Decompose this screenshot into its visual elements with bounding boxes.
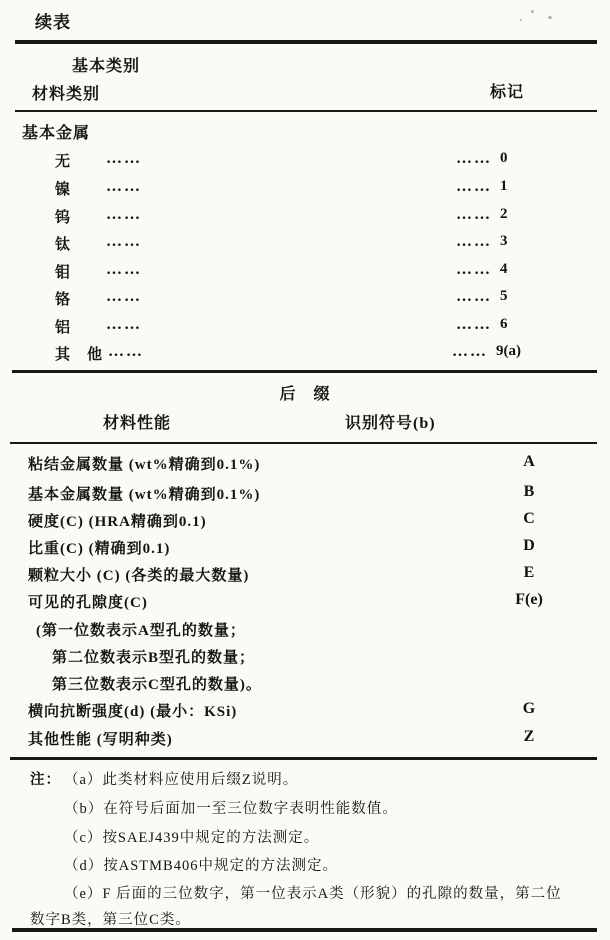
column-header-property: 材料性能 bbox=[103, 415, 172, 432]
leader-dots: …… bbox=[108, 343, 144, 360]
property-label: 基本金属数量 (wt%精确到0.1%) bbox=[28, 487, 261, 503]
leader-dots: …… bbox=[106, 261, 142, 278]
property-label: 比重(C) (精确到0.1) bbox=[28, 541, 171, 557]
metal-name: 无 bbox=[55, 154, 72, 170]
note-text: 此类材料应使用后缀Z说明。 bbox=[102, 772, 299, 788]
note-text: 在符号后面加一至三位数字表明性能数值。 bbox=[103, 801, 398, 817]
property-label: 可见的孔隙度(C) bbox=[28, 595, 148, 611]
suffix-title: 后 缀 bbox=[279, 386, 331, 403]
leader-dots: …… bbox=[456, 288, 492, 305]
leader-dots: …… bbox=[106, 178, 142, 195]
group-header: 基本类别 bbox=[72, 58, 141, 75]
leader-dots: …… bbox=[106, 206, 142, 223]
porosity-note-line: 第三位数表示C型孔的数量)。 bbox=[52, 677, 262, 693]
property-label: 硬度(C) (HRA精确到0.1) bbox=[28, 514, 207, 530]
note-tag: （d） bbox=[64, 858, 104, 874]
property-label: 颗粒大小 (C) (各类的最大数量) bbox=[28, 568, 250, 584]
property-label: 其他性能 (写明种类) bbox=[28, 732, 173, 748]
divider-top bbox=[15, 40, 597, 44]
porosity-note-line: 第二位数表示B型孔的数量； bbox=[52, 650, 256, 666]
leader-dots: …… bbox=[452, 343, 488, 360]
leader-dots: …… bbox=[456, 206, 492, 223]
leader-dots: …… bbox=[456, 178, 492, 195]
note-tag: （c） bbox=[64, 830, 103, 846]
symbol-value: C bbox=[523, 510, 535, 527]
section-title-base-metal: 基本金属 bbox=[22, 125, 91, 142]
symbol-value: A bbox=[523, 453, 535, 470]
note-tag: （b） bbox=[64, 801, 104, 817]
leader-dots: …… bbox=[106, 288, 142, 305]
leader-dots: …… bbox=[106, 150, 142, 167]
note-text: 按SAEJ439中规定的方法测定。 bbox=[102, 830, 320, 846]
note-line bbox=[64, 797, 398, 818]
column-header-material: 材料类别 bbox=[32, 86, 101, 103]
symbol-value: B bbox=[523, 483, 535, 500]
note-line-continuation bbox=[30, 908, 191, 929]
mark-value: 6 bbox=[500, 316, 508, 332]
leader-dots: …… bbox=[456, 261, 492, 278]
note-tag: （e） bbox=[64, 886, 103, 902]
note-line bbox=[64, 768, 298, 789]
continued-table-label: 续表 bbox=[35, 13, 71, 32]
metal-name: 其 他 bbox=[55, 347, 104, 363]
leader-dots: …… bbox=[456, 316, 492, 333]
divider-header bbox=[15, 110, 597, 112]
leader-dots: …… bbox=[456, 150, 492, 167]
leader-dots: …… bbox=[106, 316, 142, 333]
mark-value: 9(a) bbox=[496, 343, 521, 359]
column-header-mark: 标记 bbox=[490, 84, 525, 101]
scan-artifact bbox=[531, 10, 534, 13]
mark-value: 2 bbox=[500, 206, 508, 222]
metal-name: 铝 bbox=[55, 320, 72, 336]
symbol-value: F(e) bbox=[515, 591, 543, 608]
symbol-value: D bbox=[523, 537, 535, 554]
metal-name: 铬 bbox=[55, 292, 72, 308]
symbol-value: Z bbox=[523, 728, 535, 745]
scan-artifact bbox=[520, 19, 522, 21]
symbol-value: G bbox=[522, 700, 536, 717]
mark-value: 3 bbox=[500, 233, 508, 249]
note-line bbox=[64, 826, 319, 847]
metal-name: 钼 bbox=[55, 265, 72, 281]
metal-name: 钨 bbox=[55, 210, 72, 226]
property-label: 粘结金属数量 (wt%精确到0.1%) bbox=[28, 457, 261, 473]
mark-value: 5 bbox=[500, 288, 508, 304]
divider-suffix-top bbox=[12, 370, 597, 373]
scan-artifact bbox=[548, 16, 552, 19]
note-tag: （a） bbox=[64, 772, 103, 788]
leader-dots: …… bbox=[456, 233, 492, 250]
divider-notes bbox=[10, 757, 597, 760]
divider-suffix-header bbox=[10, 442, 597, 444]
mark-value: 1 bbox=[500, 178, 508, 194]
metal-name: 镍 bbox=[55, 182, 72, 198]
mark-value: 4 bbox=[500, 261, 508, 277]
property-label: 横向抗断强度(d) (最小：KSi) bbox=[28, 704, 238, 720]
divider-bottom bbox=[12, 928, 597, 932]
porosity-note-line: (第一位数表示A型孔的数量； bbox=[36, 623, 246, 639]
note-line bbox=[64, 882, 562, 903]
symbol-value: E bbox=[523, 564, 535, 581]
leader-dots: …… bbox=[106, 233, 142, 250]
notes-label: 注： bbox=[30, 772, 61, 788]
mark-value: 0 bbox=[500, 150, 508, 166]
column-header-symbol: 识别符号(b) bbox=[345, 415, 436, 432]
note-line bbox=[64, 854, 338, 875]
metal-name: 钛 bbox=[55, 237, 72, 253]
note-text: 按ASTMB406中规定的方法测定。 bbox=[103, 858, 338, 874]
note-text: 数字B类，第三位C类。 bbox=[30, 912, 191, 928]
note-text: F 后面的三位数字，第一位表示A类（形貌）的孔隙的数量，第二位 bbox=[102, 886, 562, 902]
